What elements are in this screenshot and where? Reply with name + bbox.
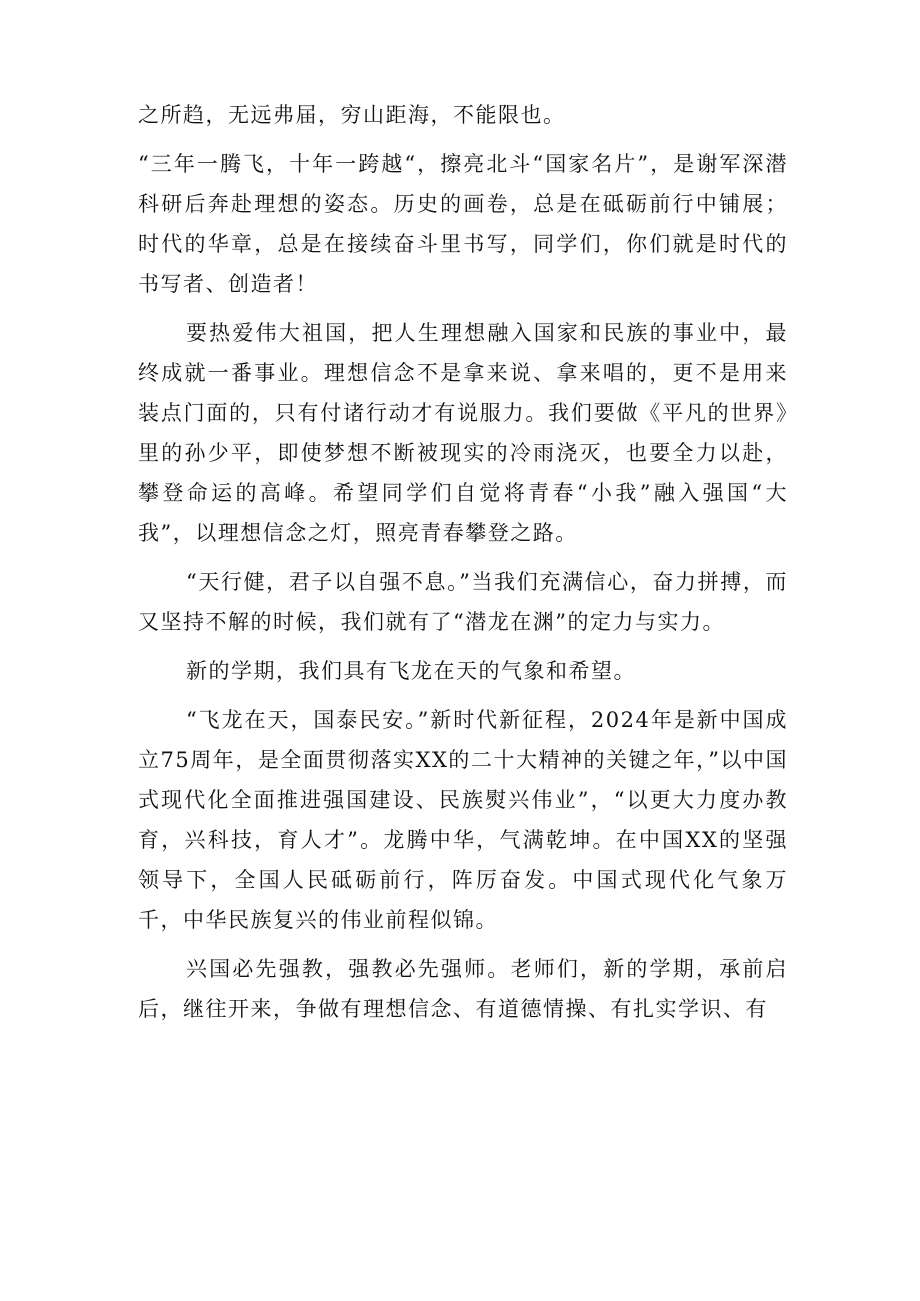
- paragraph-4: “天行健，君子以自强不息。”当我们充满信心，奋力拼搏，而又坚持不解的时候，我们就有了“潜龙在渊”的定力与实力。: [138, 570, 788, 634]
- paragraph-5: 新的学期，我们具有飞龙在天的气象和希望。: [186, 659, 636, 683]
- paragraph-2: “三年一腾飞，十年一跨越“，擦亮北斗“国家名片”，是谢军深潜科研后奔赴理想的姿态。历史的画卷，总是在砥砺前行中铺展；时代的华章，总是在接续奋斗里书写，同学们，你们就是时代的书写者、创造者！: [138, 152, 788, 296]
- paragraph-3: 要热爱伟大祖国，把人生理想融入国家和民族的事业中，最终成就一番事业。理想信念不是拿来说、拿来唱的，更不是用来装点门面的，只有付诸行动才有说服力。我们要做《平凡的世界》里的孙少平，即使梦想不断被现实的冷雨浇灭，也要全力以赴，攀登命运的高峰。希望同学们自觉将青春“小我”融入强国“大我”，以理想信念之灯，照亮青春攀登之路。: [138, 321, 788, 545]
- paragraph-7: 兴国必先强教，强教必先强师。老师们，新的学期，承前启后，继往开来，争做有理想信念、有道德情操、有扎实学识、有: [138, 957, 788, 1021]
- paragraph-1: 之所趋，无远弗届，穷山距海，不能限也。: [138, 103, 566, 127]
- document-body: [138, 95, 788, 1038]
- paragraph-6: “飞龙在天，国泰民安。”新时代新征程，2024年是新中国成立75周年，是全面贯彻落实XX的二十大精神的关键之年，”以中国式现代化全面推进强国建设、民族熨兴伟业”，“以更大力度办教育，兴科技，育人才”。龙腾中华，气满乾坤。在中国XX的坚强领导下，全国人民砥砺前行，阵厉奋发。中国式现代化气象万千，中华民族复兴的伟业前程似锦。: [138, 708, 788, 932]
